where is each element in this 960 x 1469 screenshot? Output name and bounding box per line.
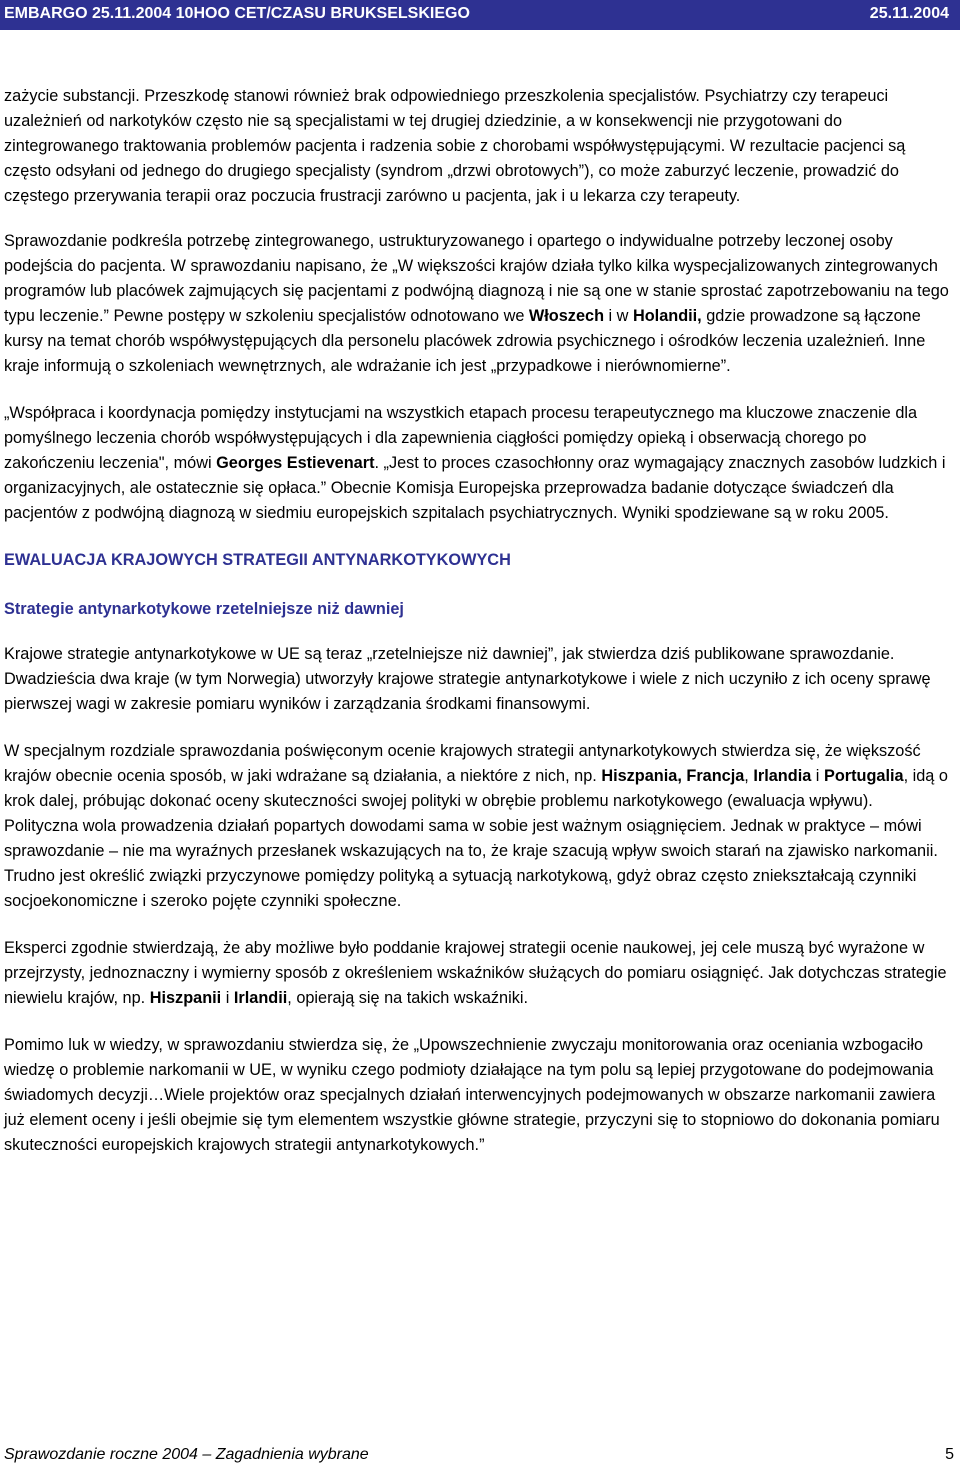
document-body [4, 84, 949, 1180]
paragraph-text: i [811, 767, 824, 785]
paragraph-text: „Współpraca i koordynacja pomiędzy instytucjami na wszystkich etapach procesu terapeutycznego ma kluczowe znaczenie dla pomyślnego leczenia chorób współwystępujących i dla zapewnienia ciągłości pomiędzy opieką i obserwacją chorego po zakończeniu leczenia", mówi [4, 404, 918, 472]
paragraph-monitoring-knowledge: Pomimo luk w wiedzy, w sprawozdaniu stwierdza się, że „Upowszechnienie zwyczaju monitorowania oraz oceniania wzbogaciło wiedzę o problemie narkomanii w UE, w wyniku czego podmioty działające na tym polu są lepiej przygotowane do podejmowania świadomych decyzji…Wiele projektów oraz specjalnych działań interwencyjnych podejmowanych w obszarze narkomanii zawiera już element oceny i jeśli obejmie się tym elementem wszystkie główne strategie, przyczyni się to stopniowo do dokonania pomiaru skuteczności europejskich krajowych strategii antynarkotykowych.” [4, 1036, 940, 1154]
paragraph-text: Sprawozdanie podkreśla potrzebę zintegrowanego, ustrukturyzowanego i opartego o indywidualne potrzeby leczonej osoby podejścia do pacjenta. W sprawozdaniu napisano, że „W większości krajów działa tylko kilka wyspecjalizowanych zintegrowanych programów lub placówek zajmujących się pacjentami z podwójną diagnozą i nie są one w stanie sprostać zapotrzebowaniu na tego typu leczenie.” Pewne postępy w szkoleniu specjalistów odnotowano we [4, 232, 949, 325]
section-heading: EWALUACJA KRAJOWYCH STRATEGII ANTYNARKOTYKOWYCH [4, 551, 511, 569]
country-netherlands: Holandii, [632, 307, 702, 325]
country-italy: Włoszech [528, 307, 605, 325]
country-ireland: Irlandia [753, 767, 812, 785]
page-number: 5 [945, 1446, 954, 1463]
paragraph-text: i [221, 989, 234, 1007]
sub-heading: Strategie antynarkotykowe rzetelniejsze niż dawniej [4, 600, 404, 618]
embargo-notice: EMBARGO 25.11.2004 10HOO CET/CZASU BRUKSELSKIEGO [4, 5, 470, 22]
paragraph-strategy-evaluation [4, 739, 949, 914]
country-ireland: Irlandii [233, 989, 288, 1007]
paragraph-text: W specjalnym rozdziale sprawozdania poświęconym ocenie krajowych strategii antynarkotykowych stwierdza się, że większość krajów obecnie ocenia sposób, w jaki wdrażane są działania, a niektóre z nich, np. [4, 742, 921, 785]
paragraph-text: Eksperci zgodnie stwierdzają, że aby możliwe było poddanie krajowej strategii ocenie naukowej, jej cele muszą być wyrażone w przejrzysty, jednoznaczny i wymierny sposób z określeniem wskaźników służących do pomiaru osiągnięć. Jak dotychczas strategie niewielu krajów, np. [4, 939, 947, 1007]
paragraph-dual-diagnosis-training: zażycie substancji. Przeszkodę stanowi również brak odpowiedniego przeszkolenia specjalistów. Psychiatrzy czy terapeuci uzależnień od narkotyków często nie są specjalistami w tej drugiej dziedzinie, a w konsekwencji nie przygotowani do zintegrowanego traktowania problemów pacjenta i radzenia sobie z chorobami współwystępującymi. W rezultacie pacjenci są często odsyłani od jednego do drugiego specjalisty (syndrom „drzwi obrotowych”), co może zaburzyć leczenie, prowadzić do częstego przerywania terapii oraz poczucia frustracji zarówno u pacjenta, jak i u lekarza czy terapeuty. [4, 87, 906, 205]
paragraph-text: . „Jest to proces czasochłonny oraz wymagający znacznych zasobów ludzkich i organizacyjnych, ale ostatecznie się opłaca.” Obecnie Komisja Europejska przeprowadza badanie dotyczące świadczeń dla pacjentów z podwójną diagnozą w siedmiu europejskich szpitalach psychiatrycznych. Wyniki spodziewane są w roku 2005. [4, 454, 946, 522]
header-bar [0, 0, 960, 30]
paragraph-national-strategies: Krajowe strategie antynarkotykowe w UE są teraz „rzetelniejsze niż dawniej”, jak stwierdza dziś publikowane sprawozdanie. Dwadzieścia dwa kraje (w tym Norwegia) utworzyły krajowe strategie antynarkotykowe i wiele z nich uczyniło z ich oceny sprawę pierwszej wagi w zakresie pomiaru wyników i zarządzania środkami finansowymi. [4, 645, 931, 713]
person-name: Georges Estievenart [216, 454, 375, 472]
footer-title: Sprawozdanie roczne 2004 – Zagadnienia wybrane [4, 1446, 369, 1463]
paragraph-text: , opierają się na takich wskaźniki. [287, 989, 528, 1007]
paragraph-text: , idą o krok dalej, próbując dokonać oceny skuteczności swojej polityki w obrębie problemu narkotykowego (ewaluacja wpływu). Polityczna wola prowadzenia działań popartych dowodami sama w sobie jest ważnym osiągnięciem. Jednak w praktyce – mówi sprawozdanie – nie ma wyraźnych przesłanek wskazujących na to, że kraje szacują wpływ swoich starań na zjawisko narkomanii. Trudno jest określić związki przyczynowe pomiędzy polityką a sytuacją narkotykową, gdyż obraz często zniekształcają czynniki socjoekonomiczne i szeroko pojęte czynniki społeczne. [4, 767, 948, 910]
country-portugal: Portugalia [823, 767, 904, 785]
paragraph-text: gdzie prowadzone są łączone kursy na temat chorób współwystępujących dla personelu placówek zdrowia psychicznego i ośrodków leczenia uzależnień. Inne kraje informują o szkoleniach wewnętrznych, ale wdrażanie ich jest „przypadkowe i nierównomierne”. [4, 307, 926, 375]
header-date: 25.11.2004 [869, 5, 949, 22]
country-spain: Hiszpanii [149, 989, 222, 1007]
paragraph-integrated-approach [4, 229, 949, 379]
paragraph-text: i w [604, 307, 633, 325]
paragraph-cooperation-quote [4, 401, 949, 526]
paragraph-experts-indicators [4, 936, 949, 1011]
paragraph-text: , [744, 767, 754, 785]
page-footer [4, 1446, 954, 1464]
countries-spain-france: Hiszpania, Francja [601, 767, 745, 785]
